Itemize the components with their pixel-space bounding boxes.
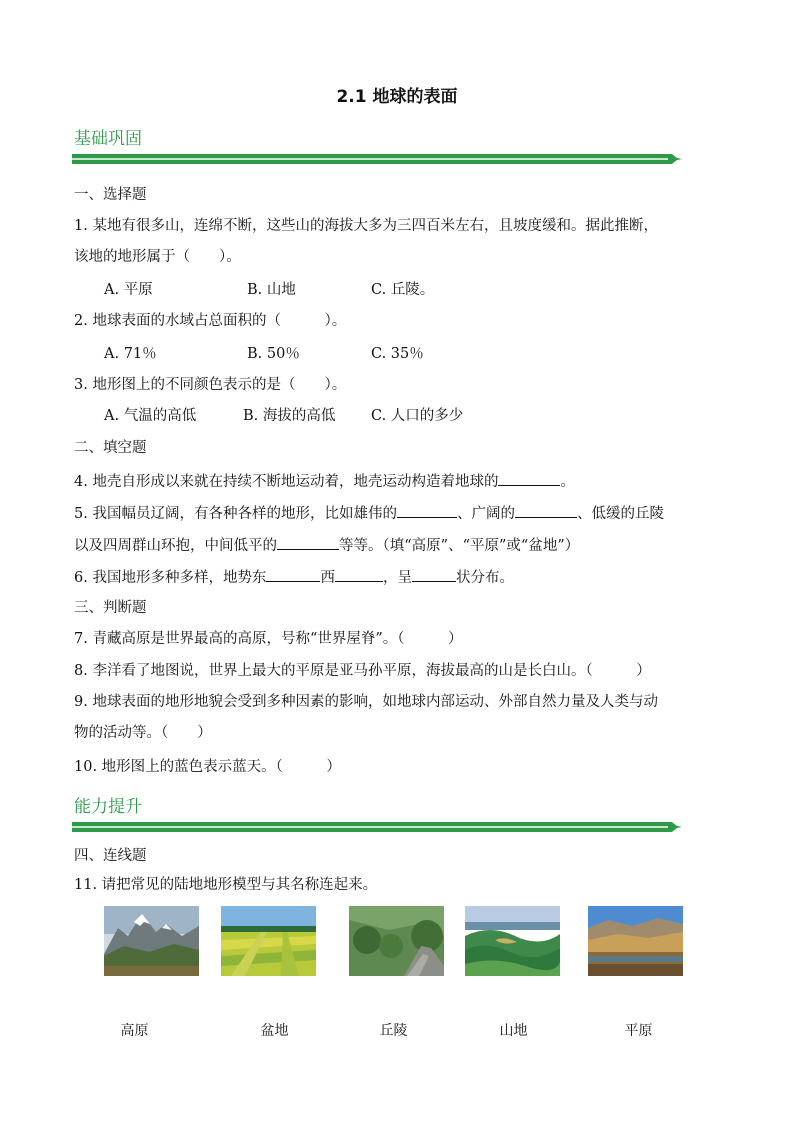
question-9-line1: 9. 地球表面的地形地貌会受到多种因素的影响，如地球内部运动、外部自然力量及人类与动 <box>74 694 658 710</box>
question-6 <box>74 567 514 588</box>
option-a: A. 气温的高低 <box>104 408 197 424</box>
section-divider-bar <box>72 152 684 166</box>
option-b: B. 海拔的高低 <box>243 408 336 424</box>
question-10: 10. 地形图上的蓝色表示蓝天。（ ） <box>74 759 341 775</box>
landform-photo-hill-forest[interactable] <box>349 906 444 976</box>
section-header-advanced <box>72 792 684 836</box>
part-heading-fill: 二、填空题 <box>74 440 147 456</box>
question-5-text: 5. 我国幅员辽阔，有各种各样的地形，比如雄伟的 <box>74 506 397 522</box>
question-11: 11. 请把常见的陆地地形模型与其名称连起来。 <box>74 877 378 893</box>
section-header-basic <box>72 124 684 168</box>
question-3: 3. 地形图上的不同颜色表示的是（ ）。 <box>74 377 347 393</box>
question-8: 8. 李洋看了地图说，世界上最大的平原是亚马孙平原，海拔最高的山是长白山。（ ） <box>74 663 651 679</box>
part-heading-judge: 三、判断题 <box>74 600 147 616</box>
caption-plateau[interactable]: 高原 <box>120 1023 149 1039</box>
option-b: B. 50％ <box>247 346 300 362</box>
caption-hills[interactable]: 丘陵 <box>379 1023 408 1039</box>
option-a: A. 平原 <box>104 282 153 298</box>
question-5-line1 <box>74 503 664 524</box>
caption-basin[interactable]: 盆地 <box>260 1023 289 1039</box>
question-3-options <box>104 406 463 426</box>
question-4 <box>74 471 575 492</box>
question-1-options <box>104 280 434 300</box>
question-5-text: 等等。（填“高原”、“平原”或“盆地”） <box>339 538 580 554</box>
option-c: C. 人口的多少 <box>371 408 464 424</box>
option-b: B. 山地 <box>247 282 296 298</box>
question-6-text: 6. 我国地形多种多样，地势东 <box>74 570 267 586</box>
answer-blank[interactable] <box>335 567 383 582</box>
part-heading-choice: 一、选择题 <box>74 187 147 203</box>
question-4-end: 。 <box>560 474 575 490</box>
option-c: C. 35％ <box>371 346 424 362</box>
question-1-line1: 1. 某地有很多山，连绵不断，这些山的海拔大多为三四百米左右，且坡度缓和。据此推断， <box>74 218 658 234</box>
part-heading-match: 四、连线题 <box>74 848 147 864</box>
landform-photo-mountain-snow[interactable] <box>104 906 199 976</box>
question-5-text: 以及四周群山环抱，中间低平的 <box>74 538 277 554</box>
question-2: 2. 地球表面的水域占总面积的（ ）。 <box>74 313 347 329</box>
landform-photo-plateau[interactable] <box>588 906 683 976</box>
caption-mountains[interactable]: 山地 <box>499 1023 528 1039</box>
question-6-text: 状分布。 <box>455 570 514 586</box>
question-5-text: 、广阔的 <box>456 506 515 522</box>
question-1-line2: 该地的地形属于（ ）。 <box>74 249 241 265</box>
option-a: A. 71％ <box>104 346 157 362</box>
question-2-options <box>104 344 424 364</box>
question-7: 7. 青藏高原是世界最高的高原，号称“世界屋脊”。（ ） <box>74 631 463 647</box>
question-5-text: 、低缓的丘陵 <box>576 506 664 522</box>
answer-blank[interactable] <box>412 567 456 582</box>
landform-photo-plain-fields[interactable] <box>221 906 316 976</box>
section-divider-bar <box>72 820 684 834</box>
answer-blank[interactable] <box>515 503 577 518</box>
answer-blank[interactable] <box>266 567 320 582</box>
caption-plain[interactable]: 平原 <box>624 1023 653 1039</box>
section-label-advanced: 能力提升 <box>74 797 142 817</box>
question-5-line2 <box>74 535 579 556</box>
section-label-basic: 基础巩固 <box>74 129 142 149</box>
question-6-text: ，呈 <box>382 570 412 586</box>
answer-blank[interactable] <box>397 503 457 518</box>
question-4-text: 4. 地壳自形成以来就在持续不断地运动着，地壳运动构造着地球的 <box>74 474 499 490</box>
landform-photo-rolling-green[interactable] <box>465 906 560 976</box>
page-title: 2.1 地球的表面 <box>336 87 458 107</box>
question-6-text: 西 <box>320 570 335 586</box>
question-9-line2: 物的活动等。（ ） <box>74 725 212 741</box>
answer-blank[interactable] <box>277 535 339 550</box>
answer-blank[interactable] <box>498 471 560 486</box>
option-c: C. 丘陵。 <box>371 282 435 298</box>
